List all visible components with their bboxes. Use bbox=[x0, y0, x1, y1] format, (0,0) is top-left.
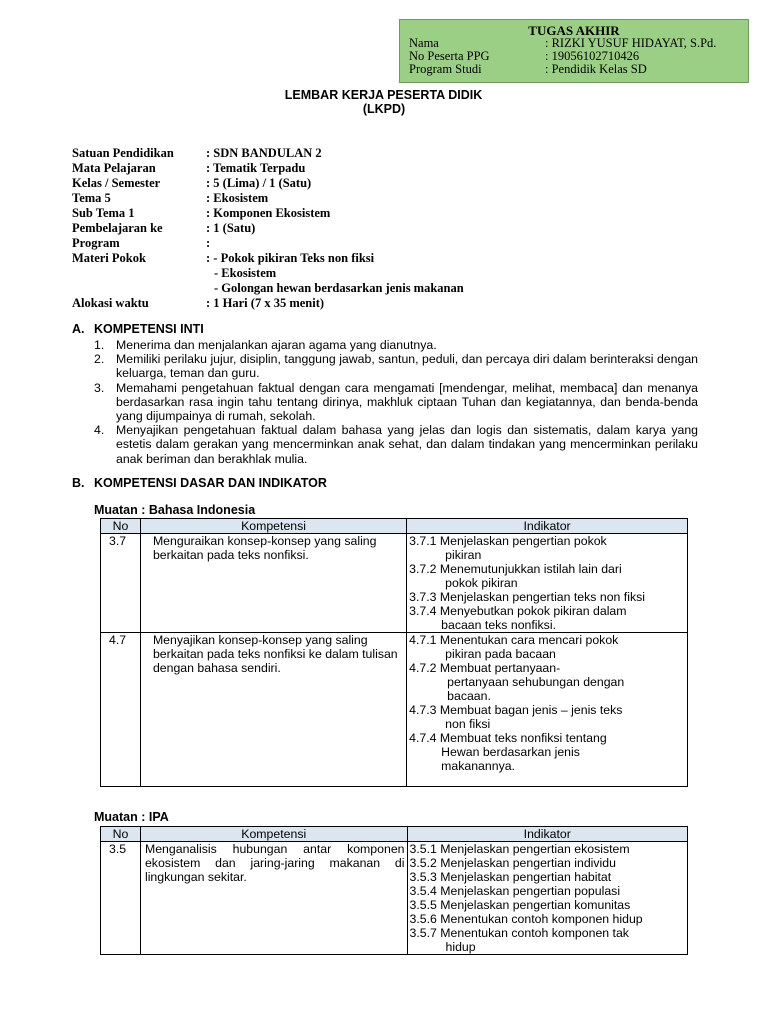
item-number: 1. bbox=[94, 338, 105, 352]
identity-row bbox=[72, 146, 464, 161]
indikator-line: 3.5.1 Menjelaskan pengertian ekosistem bbox=[409, 842, 630, 856]
identity-label: Kelas / Semester bbox=[72, 176, 161, 190]
identity-row bbox=[72, 206, 464, 221]
cell-kompetensi: Menyajikan konsep-konsep yang saling berkaitan pada teks nonfiksi ke dalam tulisan dengan bahasa sendiri. bbox=[140, 633, 406, 787]
header-label: Program Studi bbox=[409, 62, 482, 76]
identity-label: Sub Tema 1 bbox=[72, 206, 135, 220]
table-row bbox=[101, 842, 688, 955]
identity-label: Pembelajaran ke bbox=[72, 221, 163, 235]
identity-label: Satuan Pendidikan bbox=[72, 146, 174, 160]
indikator-line: 3.5.5 Menjelaskan pengertian komunitas bbox=[409, 898, 631, 912]
table-ipa bbox=[100, 826, 688, 955]
cell-indikator bbox=[407, 842, 688, 955]
title-line-2: (LKPD) bbox=[362, 102, 406, 116]
cell-kompetensi: Menguraikan konsep-konsep yang saling berkaitan pada teks nonfiksi. bbox=[140, 534, 406, 633]
cell-indikator bbox=[407, 534, 688, 633]
indikator-line: 3.5.3 Menjelaskan pengertian habitat bbox=[409, 870, 612, 884]
item-number: 4. bbox=[94, 423, 105, 438]
table-header-row bbox=[101, 519, 688, 534]
header-kompetensi: Kompetensi bbox=[140, 827, 407, 842]
item-text: Menerima dan menjalankan ajaran agama yang dianutnya. bbox=[116, 338, 437, 352]
section-title: KOMPETENSI DASAR DAN INDIKATOR bbox=[94, 476, 327, 490]
header-value: : Pendidik Kelas SD bbox=[545, 62, 647, 76]
identity-row bbox=[72, 236, 464, 251]
identity-label: Tema 5 bbox=[72, 191, 111, 205]
header-indikator: Indikator bbox=[407, 519, 688, 534]
indikator-line: 3.5.4 Menjelaskan pengertian populasi bbox=[409, 884, 621, 898]
document-title bbox=[0, 88, 768, 116]
identity-value: : Tematik Terpadu bbox=[206, 161, 306, 175]
indikator-line: 4.7.4 Membuat teks nonfiksi tentang bbox=[409, 731, 607, 745]
identity-block bbox=[72, 146, 464, 311]
identity-value: : Ekosistem bbox=[206, 191, 269, 205]
header-indikator: Indikator bbox=[407, 827, 688, 842]
indikator-cont: pikiran bbox=[445, 548, 482, 562]
table-row bbox=[101, 534, 688, 633]
header-value: : RIZKI YUSUF HIDAYAT, S.Pd. bbox=[545, 36, 717, 50]
section-letter: A. bbox=[72, 322, 85, 336]
item-number: 3. bbox=[94, 380, 105, 395]
identity-row bbox=[72, 161, 464, 176]
identity-row bbox=[72, 221, 464, 236]
indikator-line: 3.5.7 Menentukan contoh komponen tak bbox=[409, 926, 629, 940]
indikator-line: 3.7.2 Menemutunjukkan istilah lain dari bbox=[409, 562, 622, 576]
tugas-akhir-box bbox=[399, 19, 749, 83]
cell-no: 3.5 bbox=[101, 842, 141, 955]
item-text: Memiliki perilaku jujur, disiplin, tanggung jawab, santun, peduli, dan percaya diri dalam berinteraksi dengan keluarga, teman dan guru. bbox=[116, 352, 698, 381]
section-title: KOMPETENSI INTI bbox=[94, 322, 204, 336]
identity-label: Alokasi waktu bbox=[72, 296, 149, 310]
section-a-heading bbox=[72, 322, 204, 336]
header-row-program-studi bbox=[400, 63, 748, 76]
identity-value: : 1 Hari (7 x 35 menit) bbox=[206, 296, 325, 310]
indikator-line: 4.7.2 Membuat pertanyaan- bbox=[409, 661, 561, 675]
list-item bbox=[94, 338, 698, 352]
header-label: Nama bbox=[409, 36, 439, 50]
identity-label: Mata Pelajaran bbox=[72, 161, 156, 175]
indikator-cont: bacaan teks nonfiksi. bbox=[441, 618, 556, 632]
kompetensi-inti-list bbox=[94, 338, 698, 466]
identity-label: Materi Pokok bbox=[72, 251, 146, 265]
header-no: No bbox=[101, 827, 141, 842]
item-text: Menyajikan pengetahuan faktual dalam bahasa yang jelas dan logis dan sistematis, dalam karya yang estetis dalam gerakan yang mencerminkan anak sehat, dan dalam tindakan yang mencerminkan perilaku anak beriman dan berakhlak mulia. bbox=[116, 423, 698, 466]
identity-label: Program bbox=[72, 236, 120, 250]
identity-row bbox=[72, 191, 464, 206]
muatan-ipa: Muatan : IPA bbox=[94, 810, 169, 824]
indikator-cont: non fiksi bbox=[445, 717, 491, 731]
header-no: No bbox=[101, 519, 141, 534]
indikator-line: 3.7.3 Menjelaskan pengertian teks non fiksi bbox=[409, 590, 645, 604]
indikator-line: 4.7.3 Membuat bagan jenis – jenis teks bbox=[409, 703, 623, 717]
item-number: 2. bbox=[94, 352, 105, 367]
cell-kompetensi: Menganalisis hubungan antar komponen ekosistem dan jaring-jaring makanan di lingkungan sekitar. bbox=[140, 842, 407, 955]
identity-row-alokasi bbox=[72, 296, 464, 311]
indikator-cont: pokok pikiran bbox=[445, 576, 518, 590]
tugas-akhir-title: TUGAS AKHIR bbox=[528, 23, 620, 38]
materi-sub-item: - Ekosistem bbox=[214, 266, 277, 280]
item-text: Memahami pengetahuan faktual dengan cara mengamati [mendengar, melihat, membaca] dan menanya berdasarkan rasa ingin tahu tentang dirinya, makhluk ciptaan Tuhan dan kegiatannya, dan benda-benda yang dijumpainya di rumah, sekolah. bbox=[116, 380, 698, 424]
indikator-cont: hidup bbox=[445, 940, 476, 954]
identity-row bbox=[72, 251, 464, 266]
header-label: No Peserta PPG bbox=[409, 49, 490, 63]
indikator-cont: Hewan berdasarkan jenis makanannya. bbox=[441, 745, 580, 773]
materi-sub-item: - Golongan hewan berdasarkan jenis makanan bbox=[214, 281, 464, 295]
identity-value: : Komponen Ekosistem bbox=[206, 206, 331, 220]
title-line-1: LEMBAR KERJA PESERTA DIDIK bbox=[284, 88, 483, 102]
indikator-line: 3.7.4 Menyebutkan pokok pikiran dalam bbox=[409, 604, 627, 618]
cell-indikator bbox=[407, 633, 688, 787]
header-kompetensi: Kompetensi bbox=[140, 519, 406, 534]
identity-value: : 1 (Satu) bbox=[206, 221, 256, 235]
identity-value: : 5 (Lima) / 1 (Satu) bbox=[206, 176, 312, 190]
indikator-line: 3.5.6 Menentukan contoh komponen hidup bbox=[409, 912, 643, 926]
header-value: : 19056102710426 bbox=[545, 49, 640, 63]
table-bahasa-indonesia bbox=[100, 518, 688, 787]
identity-row bbox=[72, 176, 464, 191]
identity-value: : bbox=[206, 236, 211, 250]
cell-no: 3.7 bbox=[101, 534, 141, 633]
indikator-cont: pertanyaan sehubungan dengan bacaan. bbox=[447, 675, 625, 703]
list-item bbox=[94, 352, 698, 380]
table-header-row bbox=[101, 827, 688, 842]
indikator-line: 3.7.1 Menjelaskan pengertian pokok bbox=[409, 534, 607, 548]
section-b-heading bbox=[72, 476, 327, 490]
cell-no: 4.7 bbox=[101, 633, 141, 787]
indikator-line: 4.7.1 Menentukan cara mencari pokok bbox=[409, 633, 619, 647]
indikator-line: 3.5.2 Menjelaskan pengertian individu bbox=[409, 856, 616, 870]
indikator-cont: pikiran pada bacaan bbox=[445, 647, 556, 661]
list-item bbox=[94, 381, 698, 424]
section-letter: B. bbox=[72, 476, 85, 490]
identity-value: : SDN BANDULAN 2 bbox=[206, 146, 322, 160]
table-row bbox=[101, 633, 688, 787]
identity-value: : - Pokok pikiran Teks non fiksi bbox=[206, 251, 375, 265]
muatan-bahasa-indonesia: Muatan : Bahasa Indonesia bbox=[94, 503, 256, 517]
list-item bbox=[94, 423, 698, 466]
